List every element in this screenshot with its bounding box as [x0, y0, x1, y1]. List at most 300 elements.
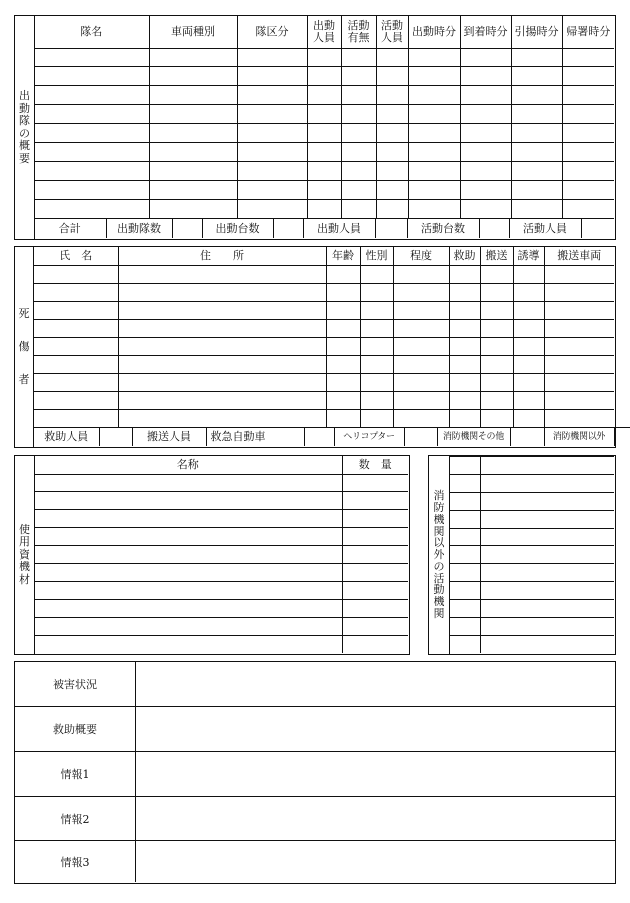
data-cell[interactable]	[342, 474, 408, 492]
data-cell[interactable]	[326, 391, 360, 409]
data-row	[34, 492, 408, 510]
data-cell[interactable]	[342, 617, 408, 635]
data-row	[34, 563, 408, 581]
data-cell[interactable]	[562, 48, 614, 67]
data-cell[interactable]	[449, 635, 480, 653]
col-header: 車両種別	[149, 16, 237, 48]
data-cell[interactable]	[307, 142, 341, 161]
data-cell[interactable]	[513, 373, 544, 391]
info-content-cell[interactable]	[136, 707, 615, 751]
side-char: 外	[433, 548, 445, 562]
data-cell[interactable]	[511, 105, 562, 124]
col-header: 到着時分	[460, 16, 511, 48]
data-cell[interactable]	[480, 474, 614, 492]
data-cell[interactable]	[34, 161, 149, 180]
data-cell[interactable]	[326, 283, 360, 301]
data-cell[interactable]	[149, 86, 237, 105]
data-cell[interactable]	[237, 124, 307, 143]
footer-value-cell[interactable]	[304, 428, 334, 447]
data-cell[interactable]	[341, 142, 376, 161]
data-cell[interactable]	[449, 391, 480, 409]
equipment-section	[14, 455, 410, 655]
data-cell[interactable]	[307, 67, 341, 86]
data-cell[interactable]	[544, 283, 614, 301]
data-cell[interactable]	[34, 124, 149, 143]
data-cell[interactable]	[562, 67, 614, 86]
data-cell[interactable]	[118, 409, 326, 427]
data-cell[interactable]	[307, 48, 341, 67]
data-cell[interactable]	[562, 105, 614, 124]
data-cell[interactable]	[34, 301, 118, 319]
col-header: 隊名	[34, 16, 149, 48]
data-cell[interactable]	[480, 618, 614, 636]
data-cell[interactable]	[34, 474, 342, 492]
side-char: 隊	[19, 114, 30, 127]
data-cell[interactable]	[460, 142, 511, 161]
equipment-side-label	[15, 456, 35, 654]
side-char: の	[433, 559, 445, 573]
data-cell[interactable]	[513, 337, 544, 355]
data-cell[interactable]	[408, 67, 460, 86]
data-cell[interactable]	[449, 474, 480, 492]
data-cell[interactable]	[342, 563, 408, 581]
data-cell[interactable]	[360, 409, 393, 427]
data-cell[interactable]	[480, 265, 513, 283]
data-cell[interactable]	[237, 142, 307, 161]
data-cell[interactable]	[449, 373, 480, 391]
data-cell[interactable]	[544, 265, 614, 283]
data-cell[interactable]	[307, 199, 341, 218]
data-cell[interactable]	[34, 355, 118, 373]
totals-value-cell[interactable]	[479, 219, 509, 239]
data-cell[interactable]	[480, 391, 513, 409]
data-cell[interactable]	[326, 373, 360, 391]
data-cell[interactable]	[393, 373, 449, 391]
other-agencies-section	[428, 455, 616, 655]
data-cell[interactable]	[449, 355, 480, 373]
dispatch-header-row	[34, 16, 614, 48]
data-cell[interactable]	[34, 617, 342, 635]
data-cell[interactable]	[480, 528, 614, 546]
data-cell[interactable]	[393, 355, 449, 373]
data-cell[interactable]	[376, 161, 408, 180]
side-char: 活	[433, 571, 445, 585]
data-cell[interactable]	[237, 180, 307, 199]
data-cell[interactable]	[480, 319, 513, 337]
data-cell[interactable]	[34, 48, 149, 67]
data-cell[interactable]	[34, 67, 149, 86]
data-cell[interactable]	[408, 124, 460, 143]
data-cell[interactable]	[460, 105, 511, 124]
data-cell[interactable]	[237, 67, 307, 86]
col-header: 程度	[393, 247, 449, 265]
data-cell[interactable]	[34, 510, 342, 528]
data-cell[interactable]	[544, 319, 614, 337]
data-cell[interactable]	[34, 337, 118, 355]
info-row	[15, 841, 615, 882]
data-cell[interactable]	[511, 124, 562, 143]
data-cell[interactable]	[562, 124, 614, 143]
data-cell[interactable]	[149, 67, 237, 86]
data-cell[interactable]	[376, 67, 408, 86]
data-cell[interactable]	[449, 409, 480, 427]
data-cell[interactable]	[460, 161, 511, 180]
data-cell[interactable]	[562, 142, 614, 161]
data-row	[449, 474, 614, 492]
data-cell[interactable]	[376, 199, 408, 218]
data-cell[interactable]	[34, 180, 149, 199]
side-char: 防	[433, 500, 445, 514]
side-char: 概	[19, 139, 30, 152]
data-cell[interactable]	[341, 180, 376, 199]
info-content-cell[interactable]	[136, 797, 615, 840]
data-cell[interactable]	[326, 301, 360, 319]
data-cell[interactable]	[480, 301, 513, 319]
data-cell[interactable]	[449, 600, 480, 618]
casualty-section	[14, 246, 616, 448]
data-cell[interactable]	[342, 510, 408, 528]
data-cell[interactable]	[460, 86, 511, 105]
side-char: 関	[433, 607, 445, 621]
data-cell[interactable]	[34, 142, 149, 161]
data-cell[interactable]	[408, 48, 460, 67]
data-cell[interactable]	[449, 265, 480, 283]
data-cell[interactable]	[480, 582, 614, 600]
data-cell[interactable]	[341, 199, 376, 218]
data-row	[34, 301, 614, 319]
data-row	[34, 337, 614, 355]
data-cell[interactable]	[449, 301, 480, 319]
data-cell[interactable]	[34, 391, 118, 409]
data-row	[34, 180, 614, 199]
data-cell[interactable]	[511, 199, 562, 218]
data-cell[interactable]	[342, 546, 408, 564]
data-cell[interactable]	[480, 635, 614, 653]
data-cell[interactable]	[480, 283, 513, 301]
data-cell[interactable]	[118, 337, 326, 355]
data-row	[34, 599, 408, 617]
data-cell[interactable]	[376, 180, 408, 199]
data-cell[interactable]	[34, 581, 342, 599]
footer-label: 消防機関以外	[544, 428, 614, 447]
data-cell[interactable]	[360, 337, 393, 355]
data-cell[interactable]	[34, 373, 118, 391]
data-row	[449, 510, 614, 528]
data-cell[interactable]	[393, 283, 449, 301]
footer-label: 救急自動車	[206, 428, 304, 447]
col-header: 引揚時分	[511, 16, 562, 48]
data-cell[interactable]	[562, 161, 614, 180]
data-cell[interactable]	[449, 582, 480, 600]
data-cell[interactable]	[307, 124, 341, 143]
data-cell[interactable]	[34, 563, 342, 581]
footer-label: 消防機関その他	[437, 428, 510, 447]
data-cell[interactable]	[342, 492, 408, 510]
footer-value-cell[interactable]	[99, 428, 132, 447]
data-cell[interactable]	[449, 457, 480, 475]
data-cell[interactable]	[460, 67, 511, 86]
data-cell[interactable]	[237, 161, 307, 180]
data-row	[34, 510, 408, 528]
data-cell[interactable]	[408, 142, 460, 161]
data-row	[34, 546, 408, 564]
data-cell[interactable]	[237, 199, 307, 218]
data-row	[34, 635, 408, 653]
data-cell[interactable]	[480, 546, 614, 564]
data-cell[interactable]	[307, 105, 341, 124]
data-cell[interactable]	[393, 409, 449, 427]
data-cell[interactable]	[449, 618, 480, 636]
data-cell[interactable]	[34, 105, 149, 124]
data-cell[interactable]	[513, 391, 544, 409]
side-char: 動	[433, 583, 445, 597]
data-cell[interactable]	[34, 492, 342, 510]
data-cell[interactable]	[460, 199, 511, 218]
data-cell[interactable]	[460, 48, 511, 67]
data-cell[interactable]	[449, 337, 480, 355]
side-char: 関	[433, 524, 445, 538]
data-cell[interactable]	[376, 124, 408, 143]
data-cell[interactable]	[342, 635, 408, 653]
data-cell[interactable]	[360, 283, 393, 301]
data-row	[34, 617, 408, 635]
data-cell[interactable]	[480, 457, 614, 475]
data-cell[interactable]	[376, 86, 408, 105]
data-cell[interactable]	[480, 600, 614, 618]
data-cell[interactable]	[118, 355, 326, 373]
totals-value-cell[interactable]	[172, 219, 202, 239]
data-cell[interactable]	[342, 599, 408, 617]
data-cell[interactable]	[460, 180, 511, 199]
data-cell[interactable]	[326, 265, 360, 283]
data-cell[interactable]	[307, 86, 341, 105]
data-row	[34, 283, 614, 301]
data-cell[interactable]	[513, 409, 544, 427]
data-row	[34, 48, 614, 67]
data-cell[interactable]	[511, 161, 562, 180]
data-cell[interactable]	[326, 319, 360, 337]
col-header: 性別	[360, 247, 393, 265]
info-label: 救助概要	[15, 707, 136, 751]
data-cell[interactable]	[34, 283, 118, 301]
data-cell[interactable]	[341, 105, 376, 124]
totals-label: 合計	[34, 219, 106, 239]
data-cell[interactable]	[34, 199, 149, 218]
col-header: 年齢	[326, 247, 360, 265]
data-cell[interactable]	[480, 409, 513, 427]
data-cell[interactable]	[149, 124, 237, 143]
data-cell[interactable]	[149, 199, 237, 218]
data-cell[interactable]	[544, 301, 614, 319]
data-cell[interactable]	[237, 86, 307, 105]
data-cell[interactable]	[360, 301, 393, 319]
data-cell[interactable]	[513, 283, 544, 301]
data-cell[interactable]	[118, 319, 326, 337]
data-cell[interactable]	[393, 319, 449, 337]
dispatch-table	[34, 16, 614, 218]
data-cell[interactable]	[513, 319, 544, 337]
data-cell[interactable]	[544, 373, 614, 391]
col-header: 出動 人員	[307, 16, 341, 48]
data-cell[interactable]	[513, 265, 544, 283]
data-row	[34, 142, 614, 161]
data-cell[interactable]	[34, 265, 118, 283]
data-cell[interactable]	[544, 391, 614, 409]
data-cell[interactable]	[480, 355, 513, 373]
data-cell[interactable]	[393, 265, 449, 283]
data-cell[interactable]	[360, 355, 393, 373]
data-cell[interactable]	[326, 337, 360, 355]
info-row	[15, 752, 615, 797]
data-cell[interactable]	[149, 142, 237, 161]
data-cell[interactable]	[544, 355, 614, 373]
data-cell[interactable]	[408, 86, 460, 105]
data-cell[interactable]	[562, 199, 614, 218]
data-cell[interactable]	[480, 337, 513, 355]
data-cell[interactable]	[326, 409, 360, 427]
data-cell[interactable]	[149, 180, 237, 199]
data-cell[interactable]	[376, 142, 408, 161]
data-cell[interactable]	[342, 581, 408, 599]
info-content-cell[interactable]	[136, 841, 615, 882]
data-cell[interactable]	[449, 283, 480, 301]
data-cell[interactable]	[237, 48, 307, 67]
data-cell[interactable]	[341, 86, 376, 105]
data-cell[interactable]	[449, 564, 480, 582]
data-cell[interactable]	[118, 283, 326, 301]
data-cell[interactable]	[341, 67, 376, 86]
data-row	[34, 581, 408, 599]
col-header: 搬送車両	[544, 247, 614, 265]
totals-label: 出動隊数	[106, 219, 172, 239]
data-cell[interactable]	[480, 510, 614, 528]
data-cell[interactable]	[34, 528, 342, 546]
data-cell[interactable]	[511, 67, 562, 86]
data-cell[interactable]	[307, 180, 341, 199]
footer-value-cell[interactable]	[510, 428, 544, 447]
data-row	[449, 528, 614, 546]
data-cell[interactable]	[449, 528, 480, 546]
data-cell[interactable]	[360, 265, 393, 283]
data-cell[interactable]	[34, 599, 342, 617]
data-row	[449, 546, 614, 564]
data-cell[interactable]	[34, 546, 342, 564]
data-cell[interactable]	[34, 635, 342, 653]
info-label: 被害状況	[15, 662, 136, 706]
data-cell[interactable]	[360, 391, 393, 409]
data-cell[interactable]	[307, 161, 341, 180]
data-cell[interactable]	[511, 180, 562, 199]
data-cell[interactable]	[341, 124, 376, 143]
data-row	[34, 355, 614, 373]
col-header: 名称	[34, 456, 342, 474]
data-cell[interactable]	[511, 142, 562, 161]
data-cell[interactable]	[360, 373, 393, 391]
data-cell[interactable]	[449, 546, 480, 564]
data-cell[interactable]	[149, 105, 237, 124]
data-cell[interactable]	[360, 319, 393, 337]
data-cell[interactable]	[408, 105, 460, 124]
data-cell[interactable]	[326, 355, 360, 373]
side-char: 要	[19, 151, 30, 165]
data-row	[449, 457, 614, 475]
totals-value-cell[interactable]	[273, 219, 303, 239]
data-cell[interactable]	[118, 265, 326, 283]
other-agencies-table	[449, 456, 614, 653]
data-cell[interactable]	[449, 492, 480, 510]
data-cell[interactable]	[237, 105, 307, 124]
info-label: 情報2	[15, 797, 136, 840]
totals-label: 活動人員	[509, 219, 581, 239]
data-cell[interactable]	[376, 48, 408, 67]
data-cell[interactable]	[513, 355, 544, 373]
data-cell[interactable]	[149, 48, 237, 67]
data-cell[interactable]	[408, 199, 460, 218]
data-cell[interactable]	[149, 161, 237, 180]
totals-value-cell[interactable]	[375, 219, 407, 239]
info-content-cell[interactable]	[136, 662, 615, 706]
totals-label: 出動人員	[303, 219, 375, 239]
col-header: 誘導	[513, 247, 544, 265]
footer-value-cell[interactable]	[614, 428, 630, 447]
data-cell[interactable]	[449, 510, 480, 528]
data-cell[interactable]	[562, 86, 614, 105]
data-cell[interactable]	[460, 124, 511, 143]
data-cell[interactable]	[342, 528, 408, 546]
data-row	[34, 124, 614, 143]
data-cell[interactable]	[34, 86, 149, 105]
data-cell[interactable]	[562, 180, 614, 199]
casualty-footer-row	[34, 427, 630, 446]
side-char: 者	[18, 372, 30, 386]
footer-value-cell[interactable]	[404, 428, 437, 447]
info-content-cell[interactable]	[136, 752, 615, 796]
col-header: 出動時分	[408, 16, 460, 48]
data-cell[interactable]	[511, 86, 562, 105]
data-cell[interactable]	[34, 319, 118, 337]
data-cell[interactable]	[118, 301, 326, 319]
data-cell[interactable]	[511, 48, 562, 67]
data-cell[interactable]	[480, 492, 614, 510]
data-cell[interactable]	[480, 564, 614, 582]
data-cell[interactable]	[408, 161, 460, 180]
data-cell[interactable]	[118, 391, 326, 409]
data-row	[449, 564, 614, 582]
data-cell[interactable]	[376, 105, 408, 124]
data-cell[interactable]	[544, 337, 614, 355]
data-cell[interactable]	[341, 48, 376, 67]
data-cell[interactable]	[544, 409, 614, 427]
data-cell[interactable]	[393, 301, 449, 319]
data-cell[interactable]	[118, 373, 326, 391]
data-cell[interactable]	[341, 161, 376, 180]
data-cell[interactable]	[480, 373, 513, 391]
data-cell[interactable]	[34, 409, 118, 427]
data-cell[interactable]	[449, 319, 480, 337]
data-row	[34, 86, 614, 105]
data-cell[interactable]	[513, 301, 544, 319]
equipment-header-row	[34, 456, 408, 474]
equipment-table	[34, 456, 408, 653]
data-cell[interactable]	[408, 180, 460, 199]
col-header: 帰署時分	[562, 16, 614, 48]
info-row	[15, 707, 615, 752]
totals-value-cell[interactable]	[581, 219, 614, 239]
data-cell[interactable]	[393, 391, 449, 409]
data-cell[interactable]	[393, 337, 449, 355]
col-header: 住 所	[118, 247, 326, 265]
side-char: 使	[19, 522, 30, 536]
